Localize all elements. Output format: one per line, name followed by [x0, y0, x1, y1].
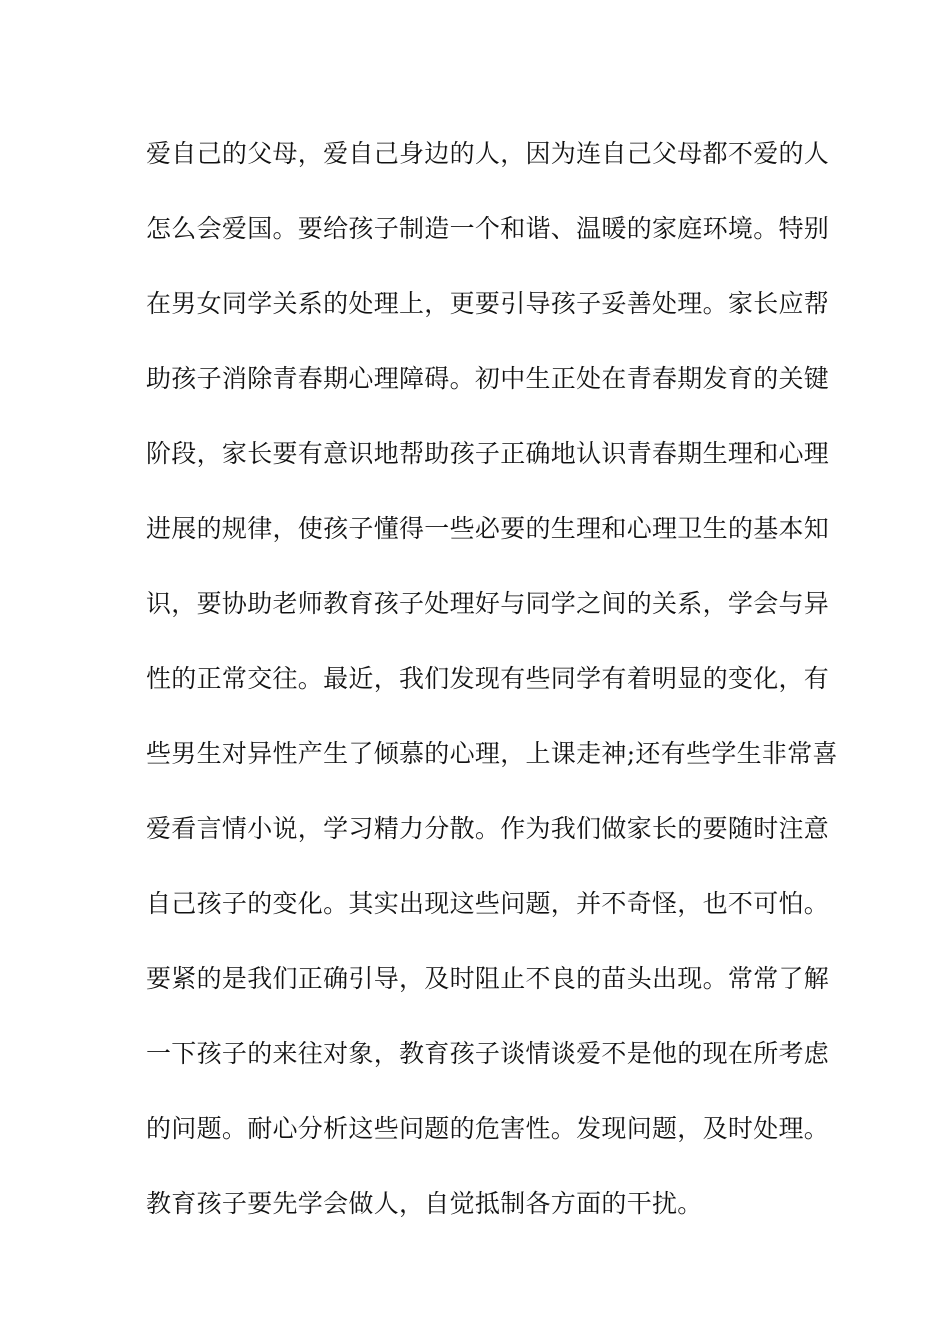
text-line: 教育孩子要先学会做人，自觉抵制各方面的干扰。 — [146, 1189, 703, 1218]
text-line: 识，要协助老师教育孩子处理好与同学之间的关系，学会与异 — [146, 589, 830, 618]
text-line: 进展的规律，使孩子懂得一些必要的生理和心理卫生的基本知 — [146, 514, 830, 543]
body-paragraph — [146, 134, 838, 1259]
text-line: 爱自己的父母，爱自己身边的人，因为连自己父母都不爱的人 — [146, 139, 830, 168]
text-line: 一下孩子的来往对象，教育孩子谈情谈爱不是他的现在所考虑 — [146, 1039, 830, 1068]
text-line: 阶段，家长要有意识地帮助孩子正确地认识青春期生理和心理 — [146, 439, 830, 468]
text-line: 些男生对异性产生了倾慕的心理，上课走神;还有些学生非常喜 — [146, 739, 838, 768]
text-line: 性的正常交往。最近，我们发现有些同学有着明显的变化，有 — [146, 664, 830, 693]
text-line: 在男女同学关系的处理上，更要引导孩子妥善处理。家长应帮 — [146, 289, 830, 318]
text-line: 要紧的是我们正确引导，及时阻止不良的苗头出现。常常了解 — [146, 964, 830, 993]
text-line: 的问题。耐心分析这些问题的危害性。发现问题，及时处理。 — [146, 1114, 830, 1143]
text-line: 自己孩子的变化。其实出现这些问题，并不奇怪，也不可怕。 — [146, 889, 830, 918]
text-line: 爱看言情小说，学习精力分散。作为我们做家长的要随时注意 — [146, 814, 830, 843]
text-line: 助孩子消除青春期心理障碍。初中生正处在青春期发育的关键 — [146, 364, 830, 393]
text-line: 怎么会爱国。要给孩子制造一个和谐、温暖的家庭环境。特别 — [146, 214, 830, 243]
